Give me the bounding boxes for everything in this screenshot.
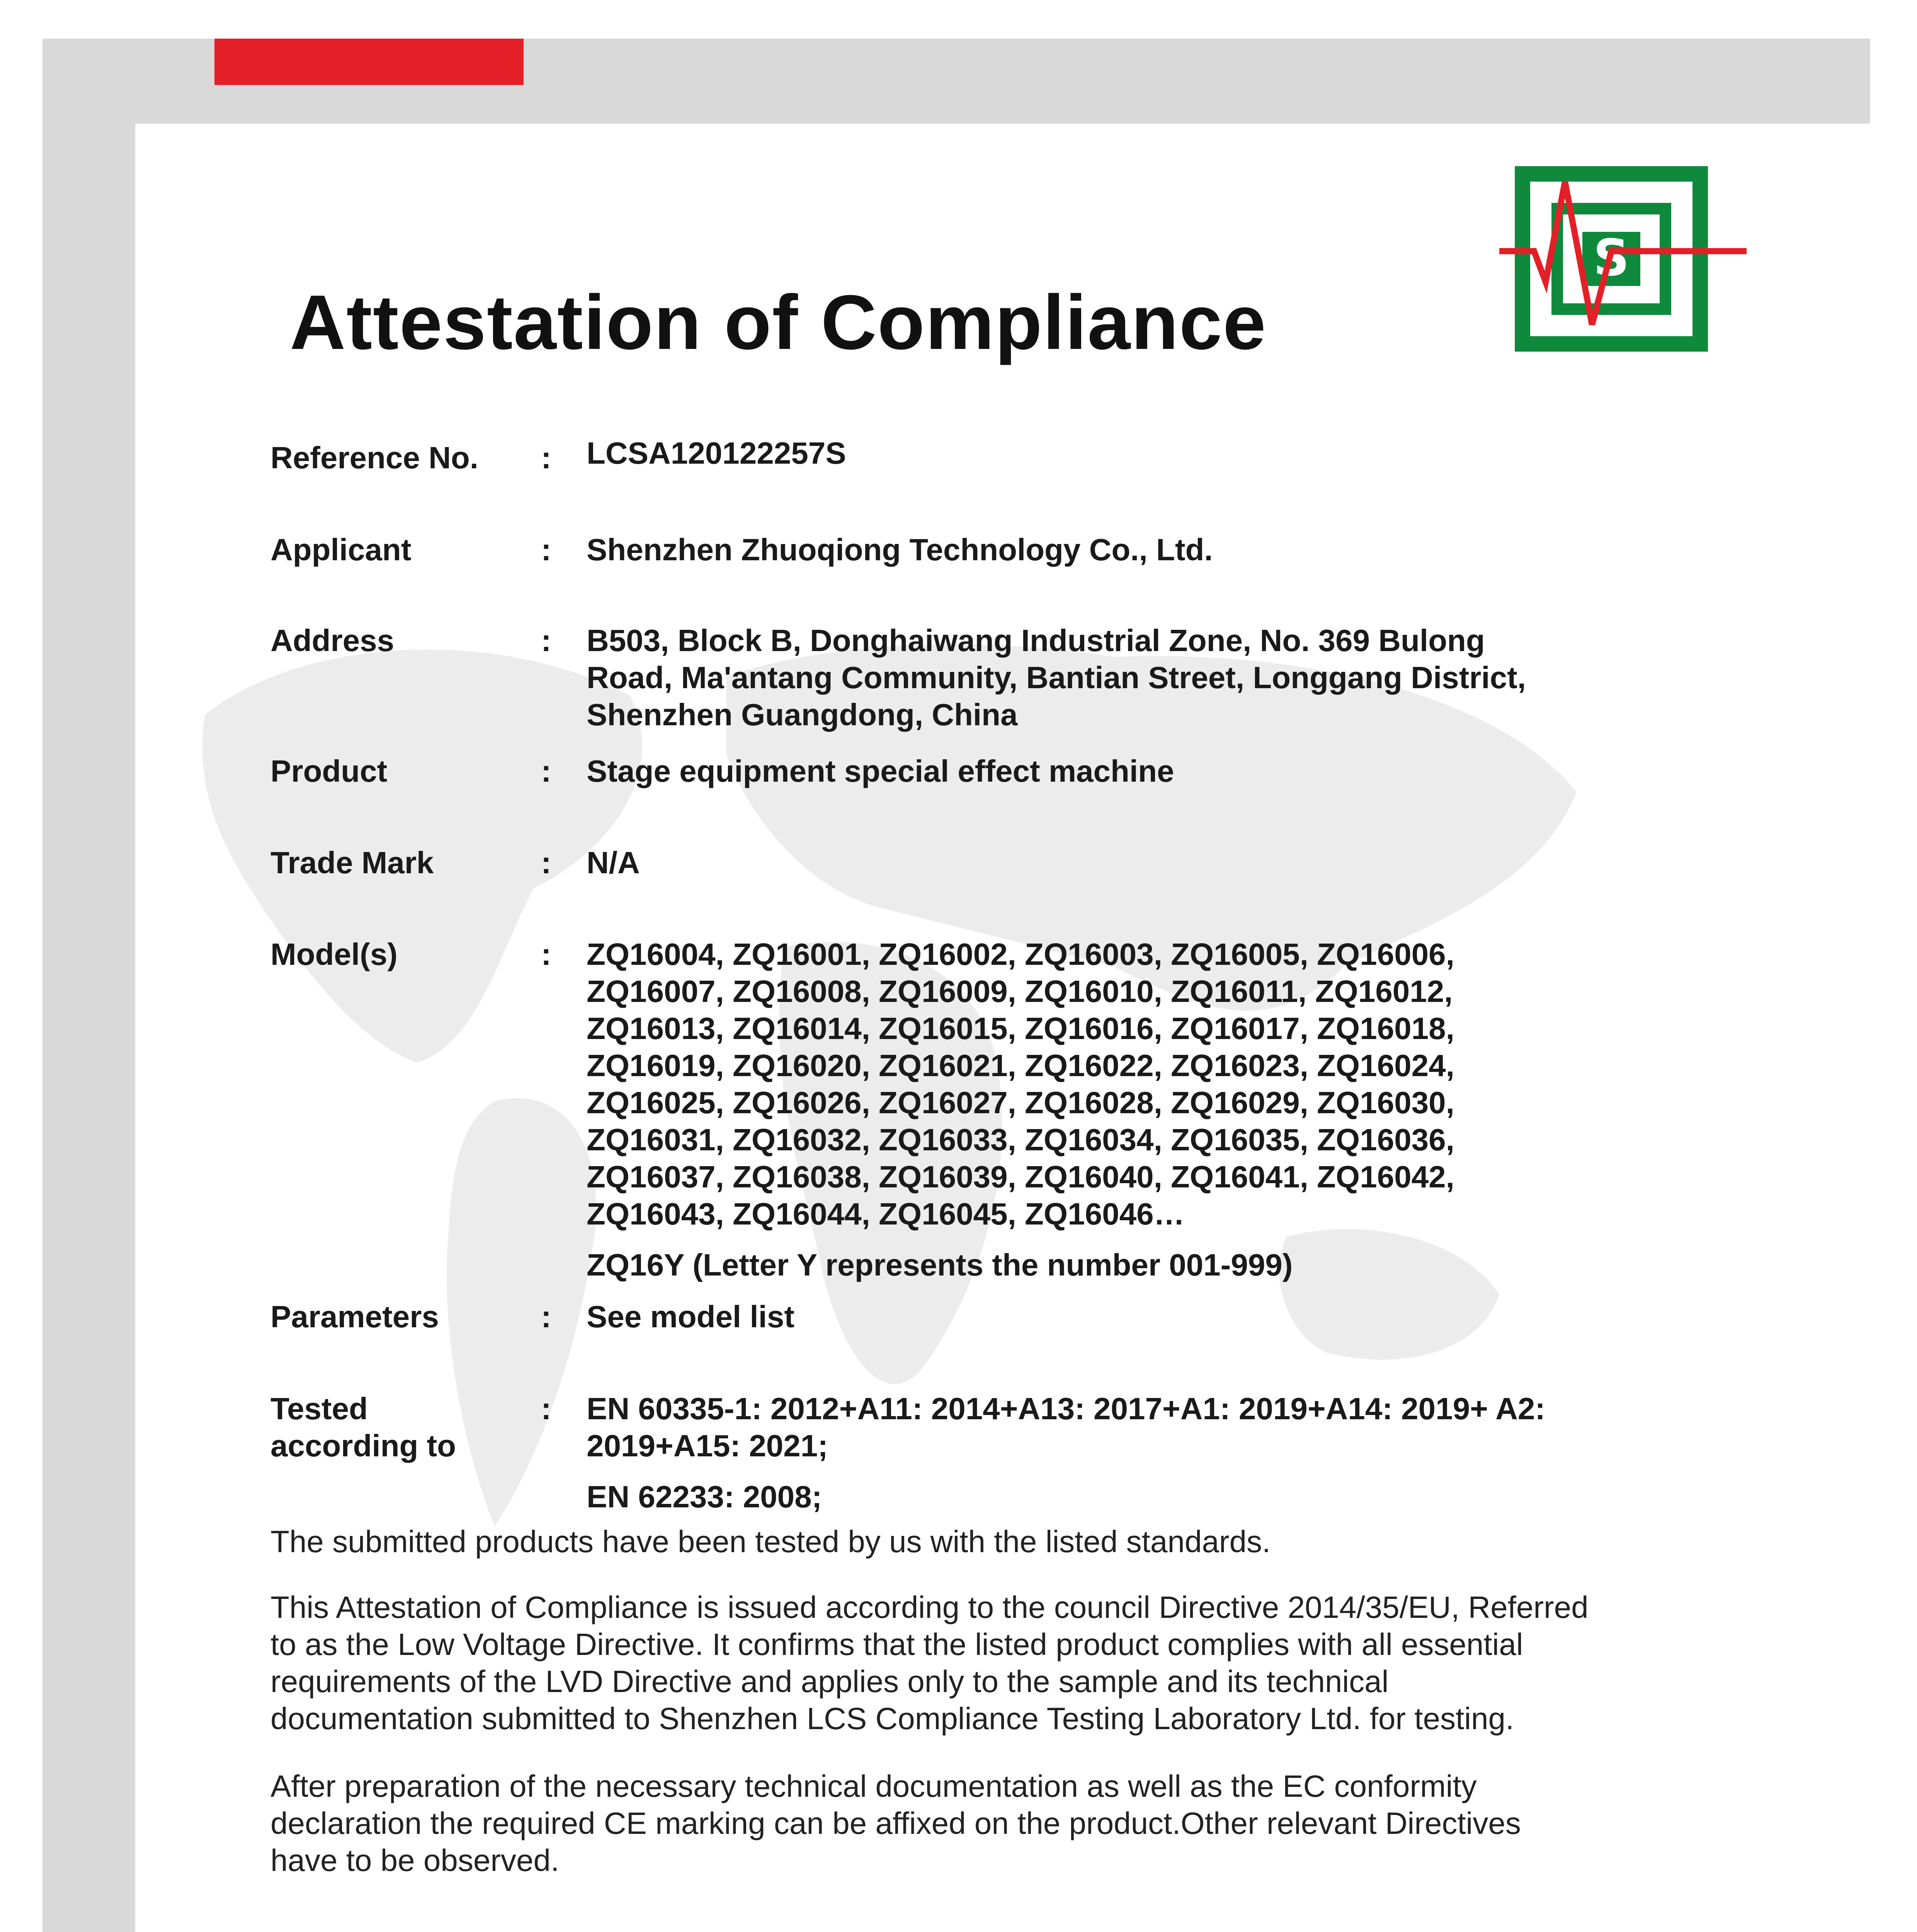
field-label-line: Tested (270, 1391, 368, 1426)
model-line: ZQ16019, ZQ16020, ZQ16021, ZQ16022, ZQ16023, ZQ16024, (587, 1048, 1454, 1083)
field-colon: : (541, 845, 551, 880)
field-label: Parameters (270, 1299, 439, 1334)
model-line: ZQ16025, ZQ16026, ZQ16027, ZQ16028, ZQ16029, ZQ16030, (587, 1085, 1454, 1120)
model-line: ZQ16007, ZQ16008, ZQ16009, ZQ16010, ZQ16011, ZQ16012, (587, 974, 1453, 1009)
field-label: Trade Mark (270, 845, 434, 880)
applicant-name: Shenzhen Zhuoqiong Technology Co., Ltd. (587, 532, 1213, 567)
field-value (587, 531, 1881, 568)
field-colon: : (541, 532, 551, 567)
product-name: Stage equipment special effect machine (587, 754, 1174, 788)
model-line: ZQ16013, ZQ16014, ZQ16015, ZQ16016, ZQ16017, ZQ16018, (587, 1011, 1454, 1046)
model-line: ZQ16043, ZQ16044, ZQ16045, ZQ16046… (587, 1197, 1185, 1231)
model-line: ZQ16037, ZQ16038, ZQ16039, ZQ16040, ZQ16041, ZQ16042, (587, 1160, 1454, 1194)
field-label: Product (270, 754, 388, 788)
field-label: Applicant (270, 532, 412, 567)
model-line: ZQ16031, ZQ16032, ZQ16033, ZQ16034, ZQ16035, ZQ16036, (587, 1122, 1454, 1157)
trade-mark-value: N/A (587, 845, 640, 880)
top-red-tab (214, 39, 524, 85)
field-value (587, 936, 1881, 1284)
field-label: Address (270, 623, 395, 658)
paragraph-tested: The submitted products have been tested by us with the listed standards. (270, 1524, 1271, 1559)
address-line: B503, Block B, Donghaiwang Industrial Zone, No. 369 Bulong (587, 623, 1485, 658)
field-label (270, 1390, 456, 1464)
model-line: ZQ16004, ZQ16001, ZQ16002, ZQ16003, ZQ16005, ZQ16006, (587, 937, 1454, 971)
field-label: Model(s) (270, 937, 398, 971)
standard-line: EN 60335-1: 2012+A11: 2014+A13: 2017+A1: 2019+A14: 2019+ A2: (587, 1391, 1546, 1426)
field-value (587, 622, 1881, 733)
address-line: Road, Ma'antang Community, Bantian Street, Longgang District, (587, 660, 1526, 695)
lcs-logo-icon (1499, 166, 1747, 352)
field-colon: : (541, 623, 551, 658)
parameters-value: See model list (587, 1299, 794, 1334)
field-value (587, 753, 1881, 790)
paragraph-ce-marking: After preparation of the necessary technical documentation as well as the EC conformity declaration the required CE marking can be affixed on the product.Other relevant Directives have to be observed. (270, 1769, 1521, 1878)
field-value (587, 1390, 1908, 1515)
field-value (587, 844, 1881, 881)
model-note: ZQ16Y (Letter Y represents the number 001-999) (587, 1248, 1293, 1282)
field-label-line: according to (270, 1429, 456, 1463)
standard-line: EN 62233: 2008; (587, 1480, 822, 1514)
field-colon: : (541, 440, 551, 475)
field-value (587, 1298, 1881, 1335)
paragraph-directive: This Attestation of Compliance is issued according to the council Directive 2014/35/EU, Referred to as the Low Voltage Directive. It confirms that the listed product complies with all essential requirements of the LVD Directive and applies only to the sample and its technical documentation submitted to Shenzhen LCS Compliance Testing Laboratory Ltd. for testing. (270, 1590, 1589, 1736)
standard-line: 2019+A15: 2021; (587, 1429, 828, 1463)
svg-text:S: S (1593, 228, 1630, 287)
field-colon: : (541, 1391, 551, 1426)
page-title: Attestation of Compliance (290, 279, 1267, 366)
field-value (587, 435, 1881, 472)
field-label: Reference No. (270, 440, 478, 475)
field-colon: : (541, 754, 551, 788)
field-colon: : (541, 1299, 551, 1334)
reference-number: LCSA120122257S (587, 436, 846, 470)
field-colon: : (541, 937, 551, 971)
address-line: Shenzhen Guangdong, China (587, 697, 1018, 732)
